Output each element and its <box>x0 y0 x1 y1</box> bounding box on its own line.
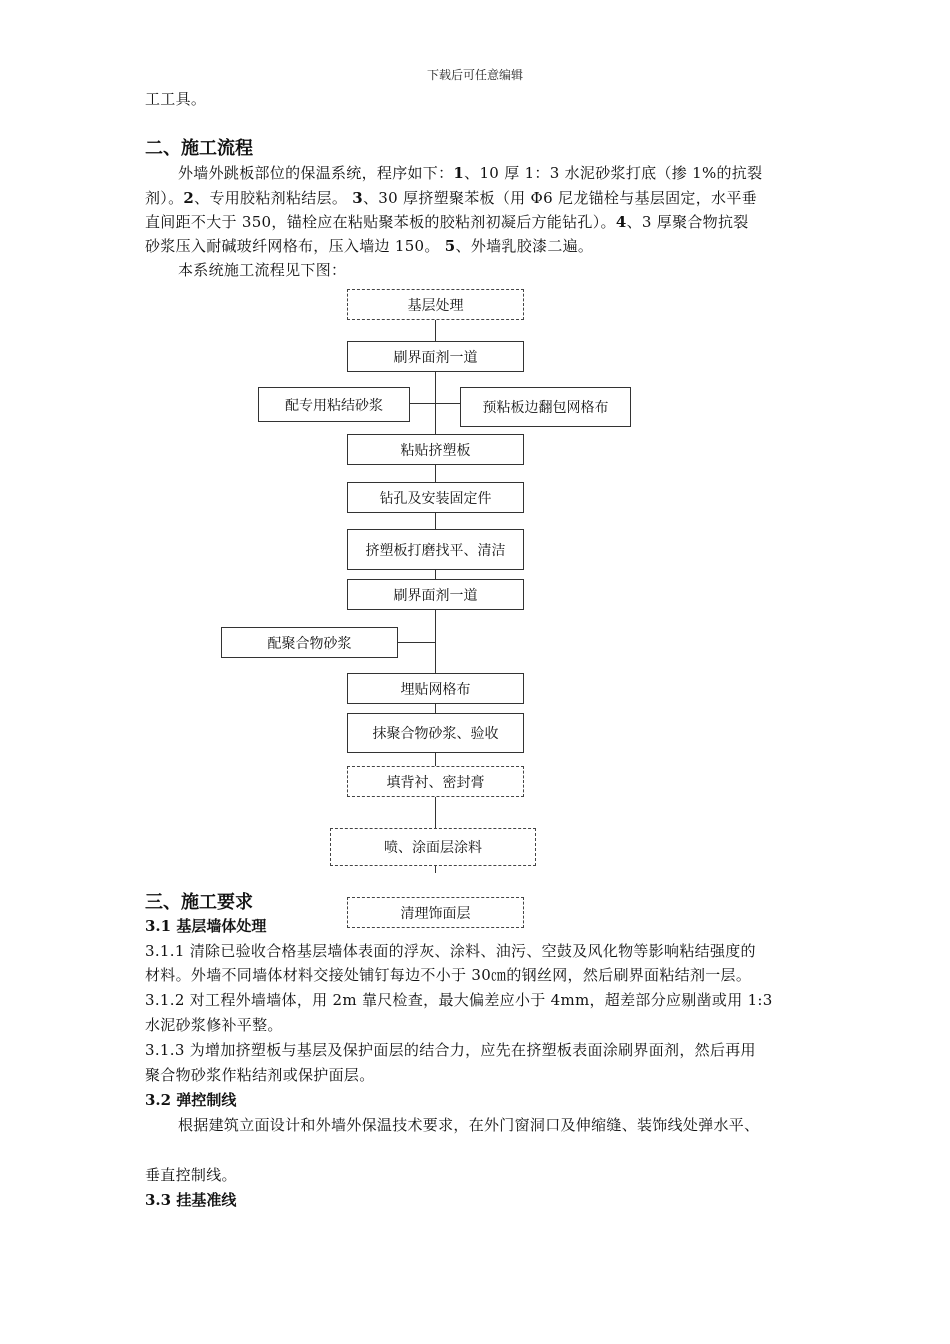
flow-step-apply-mortar-accept: 抹聚合物砂浆、验收 <box>347 713 524 753</box>
flow-step-embed-mesh: 埋贴网格布 <box>347 673 524 704</box>
flow-side-polymer-mortar: 配聚合物砂浆 <box>221 627 398 658</box>
flow-side-connector-1 <box>410 403 460 404</box>
subsection-3-1: 3.1 基层墙体处理 <box>145 917 267 935</box>
para-3-1-1-line1: 3.1.1 清除已验收合格基层墙体表面的浮灰、涂料、油污、空鼓及风化物等影响粘结强度的 <box>145 942 756 960</box>
para-3-1-2-line2: 水泥砂浆修补平整。 <box>145 1016 283 1034</box>
para-3-1-3-line2: 聚合物砂浆作粘结剂或保护面层。 <box>145 1066 375 1084</box>
flow-step-clean-finish: 清理饰面层 <box>347 897 524 928</box>
flow-step-backing-sealant: 填背衬、密封膏 <box>347 766 524 797</box>
flow-side-adhesive-mortar: 配专用粘结砂浆 <box>258 387 410 422</box>
para-3-1-3-line1: 3.1.3 为增加挤塑板与基层及保护面层的结合力，应先在挤塑板表面涂刷界面剂，然后再用 <box>145 1041 756 1059</box>
page-header: 下载后可任意编辑 <box>426 68 523 82</box>
para1-line2: 剂）。2、专用胶粘剂粘结层。 3、30 厚挤塑聚苯板（用 Φ6 尼龙锚栓与基层固定，水平垂 <box>145 189 757 207</box>
flow-step-sand-clean: 挤塑板打磨找平、清洁 <box>347 529 524 570</box>
para1-line3: 直间距不大于 350，锚栓应在粘贴聚苯板的胶粘剂初凝后方能钻孔）。4、3 厚聚合物抗裂 <box>145 213 749 231</box>
para1-line1: 外墙外跳板部位的保温系统，程序如下：1、10 厚 1：3 水泥砂浆打底（掺 1%的抗裂 <box>178 164 763 182</box>
top-fragment: 工工具。 <box>145 90 207 108</box>
flow-side-mesh-wrap: 预粘板边翻包网格布 <box>460 387 631 427</box>
flow-step-interface-agent-2: 刷界面剂一道 <box>347 579 524 610</box>
subsection-3-2: 3.2 弹控制线 <box>145 1091 237 1109</box>
section3-heading: 三、施工要求 <box>145 892 253 913</box>
flow-step-interface-agent-1: 刷界面剂一道 <box>347 341 524 372</box>
para-3-1-2-line1: 3.1.2 对工程外墙墙体，用 2m 靠尺检查，最大偏差应小于 4mm，超差部分应剔凿或用 1:3 <box>145 991 773 1009</box>
flow-step-spray-coating: 喷、涂面层涂料 <box>330 828 536 866</box>
para-3-2-line1: 根据建筑立面设计和外墙外保温技术要求，在外门窗洞口及伸缩缝、装饰线处弹水平、 <box>178 1116 760 1134</box>
para1-line4: 砂浆压入耐碱玻纤网格布，压入墙边 150。 5、外墙乳胶漆二遍。 <box>145 237 594 255</box>
flow-step-drill-anchor: 钻孔及安装固定件 <box>347 482 524 513</box>
section2-heading: 二、施工流程 <box>145 138 253 159</box>
flow-step-base-treatment: 基层处理 <box>347 289 524 320</box>
para-3-2-line2: 垂直控制线。 <box>145 1166 237 1184</box>
para-3-1-1-line2: 材料。外墙不同墙体材料交接处铺钉每边不小于 30㎝的钢丝网，然后刷界面粘结剂一层。 <box>145 966 752 984</box>
flow-side-connector-2 <box>397 642 435 643</box>
flow-step-paste-board: 粘贴挤塑板 <box>347 434 524 465</box>
subsection-3-3: 3.3 挂基准线 <box>145 1191 237 1209</box>
para2: 本系统施工流程见下图： <box>178 261 347 279</box>
